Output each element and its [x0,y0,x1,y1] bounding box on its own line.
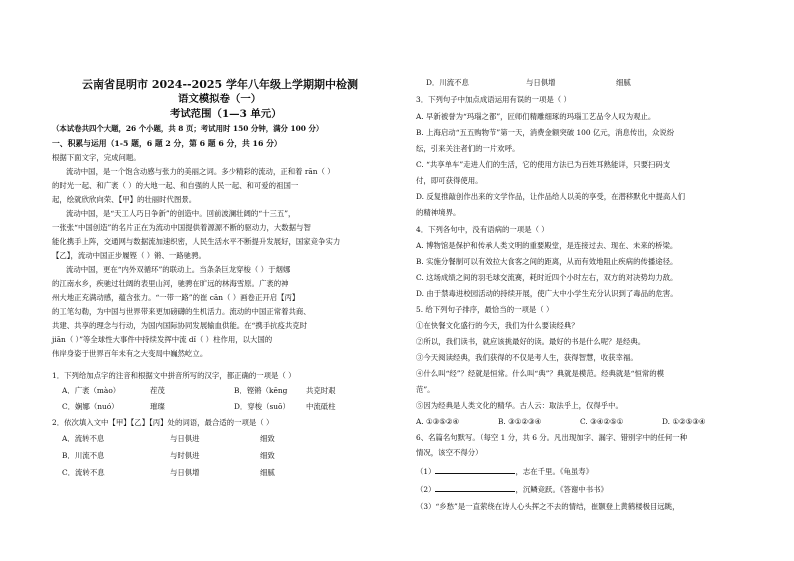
q1-option-c: C．娴娜（nuó） [62,402,119,411]
passage-line: 根据下面文字，完成问题。 [52,153,141,162]
q1-option-c-word: 璀璨 [150,402,165,411]
passage-line: 共建、共享的理念与行动，为国内国际协同发展输血供能。在“携手抗疫共克时 [52,321,308,330]
q3-option-d: D. 反复推敲创作出来的文学作品，让作品给人以美的享受，在潜移默化中提高人们 [416,192,686,201]
exam-scope: 考试范围（1—3 单元） [170,108,282,120]
q2-option-a: A．流转不息 [62,434,105,443]
q4-option-b: B. 实施分餐制可以有效拉大食客之间的距离，从而有效地阻止疾病的传播途径。 [416,257,678,266]
passage-line: 流动中国，是一个饱含动感与张力的美丽之词。多少精彩的流动，正和着 rān（ ） [66,167,335,176]
q4-option-d: D. 由于禁毒进校园活动的持续开展，使广大中小学生充分认识到了毒品的危害。 [416,289,678,298]
q5-sentence: ①在快餐文化盛行的今天，我们为什么要读经典？ [416,321,579,330]
q4-option-c: C. 这场成绩之间的羽毛球交流赛，耗时近四个小时左右，双方的对决势均力敌。 [416,273,678,282]
passage-line: 【乙】，流动中国正步履铿（ ）锵、一路驰骋。 [52,251,206,260]
answer-blank[interactable] [435,484,515,492]
q6-item-3: （3）“乡愁”是一直萦绕在诗人心头挥之不去的情结，崔颢登上黄鹤楼极目远眺， [416,502,680,511]
q2-option-b-2: 与时俱进 [170,451,200,460]
question-6-stem-cont: 情况，该空不得分） [416,448,483,457]
q2-option-d-3: 细腻 [616,78,631,87]
question-6-stem: 6、名篇名句默写。（每空 1 分，共 6 分。凡出现加字、漏字、错别字中的任何一种 [416,433,688,442]
passage-line: 能化携手上阵，交通网与数据流加速织密，人民生活水平不断提升发展好，国家竞争实力 [52,237,341,246]
question-2-stem: 2．依次填入文中【甲】【乙】【丙】处的词语，最合适的一项是（ ） [52,418,274,427]
q2-option-c-2: 与日俱增 [170,468,200,477]
section-heading: 一、积累与运用（1-5 题，6 题 2 分，第 6 题 6 分，共 16 分） [52,139,282,148]
q3-option-d-cont: 的精神境界。 [416,208,461,217]
passage-line: 流动中国，更在“内外双循环”的联动上。当条条巨龙穿梭（ ）于烟娜 [66,265,291,274]
q2-option-a-2: 与日俱进 [170,434,200,443]
question-3-stem: 3．下列句子中加点成语运用有误的一项是（ ） [416,95,571,104]
q1-option-a: A．广袤（mào） [62,386,121,395]
q5-option-b: B. ③①②③④ [498,417,542,426]
q5-option-c: C. ③④②⑤① [580,417,624,426]
question-5-stem: 5. 给下列句子排序，最恰当的一项是（ ） [416,305,554,314]
q6-item-1-tail: ，志在千里。《龟虽寿》 [515,467,594,476]
exam-subtitle: 语文模拟卷（一） [178,93,262,105]
q5-option-d: D. ①②⑤③④ [662,417,706,426]
passage-line: 的时光一起、和广袤（ ）的大地一起、和自强的人民一起、和可爱的祖国一 [52,181,299,190]
q6-item-1 [416,466,593,476]
q5-sentence-cont: 范”。 [416,385,435,394]
q1-option-a-word: 茬茂 [150,386,165,395]
q2-option-c-3: 细腻 [260,468,275,477]
q5-sentence: ②所以，我们读书，就应该挑最好的读。最好的书是什么呢？是经典。 [416,337,646,346]
q2-option-b: B．川流不息 [62,451,105,460]
passage-line: 起，绘就欣欣向荣、【甲】的壮丽时代图景。 [52,195,197,204]
passage-line: 州大地正充满动感，蕴含张力。“一带一路”的崔 cān（ ）画卷正开启【丙】 [52,293,300,302]
q1-option-b-word: 共克时艰 [306,386,336,395]
q1-option-d-word: 中流砥柱 [306,402,336,411]
q6-item-2-tail: ，沉鳞竞跃。《答谢中书书》 [515,485,608,494]
q3-option-b: B. 上海启动“五五购物节”第一天，消费金额突破 100 亿元，消息传出，众说纷 [416,128,675,137]
answer-blank[interactable] [435,466,515,474]
q1-option-b: B．铿锵（kēng [234,386,288,395]
q6-item-2-num: （2） [416,485,436,494]
question-1-stem: 1．下列给加点字的注音和根据文中拼音所写的汉字，都正确的一项是（ ） [52,371,296,380]
passage-line: 一张张“中国创造”的名片正在为流动中国提供着源源不断的驱动力，大数据与智 [52,223,311,232]
q3-option-b-cont: 纭，引来关注者们的一片欢呼。 [416,144,520,153]
passage-line: 的工笔勾勒，为中国与世界带来更加磅礴的生机活力。流动的中国正常着共商、 [52,307,311,316]
q5-sentence: ⑤因为经典是人类文化的精华。古人云：取法乎上，仅得乎中。 [416,401,623,410]
passage-line: jiān（ ）”等全球性大事件中持续发挥中流 dǐ（ ）柱作用，以大国的 [52,335,273,344]
passage-line: 的江南水乡，疾驰过壮阔的表里山河，驰骋在旷远的林海雪原。广袤的神 [52,279,289,288]
q2-option-c: C．流转不息 [62,468,105,477]
passage-line: 流动中国，是“天工人巧日争新”的创造中。回前波澜壮阔的“十三五”， [66,209,296,218]
q3-option-a: A. 早新被誉为“玛瑙之都”，匠师们精雕细琢的玛瑙工艺品令人叹为观止。 [416,112,656,121]
q2-option-b-3: 细致 [260,451,275,460]
q5-option-a: A. ①③⑤②④ [416,417,460,426]
exam-title: 云南省昆明市 2024--2025 学年八年级上学期期中检测 [82,78,359,91]
q6-item-1-num: （1） [416,467,436,476]
q4-option-a: A. 博物馆是保护和传承人类文明的重要殿堂，是连接过去、现在、未来的桥梁。 [416,241,678,250]
q2-option-d: D．川流不息 [426,78,469,87]
exam-note: （本试卷共四个大题，26 个小题，共 8 页；考试用时 150 分钟，满分 100 分） [52,124,324,133]
q3-option-c-cont: 付，即可获得使用。 [416,176,483,185]
q5-sentence: ③今天阅读经典，我们获得的不仅是考人生，获得智慧，收获幸福。 [416,353,638,362]
q1-option-d: D．穿梭（suō） [234,402,290,411]
q6-item-2 [416,484,608,494]
question-4-stem: 4．下列各句中，没有语病的一项是（ ） [416,225,549,234]
q3-option-c: C. “共享单车”走进人们的生活，它的使用方法已为百姓耳熟能详，只要扫码支 [416,160,671,169]
q2-option-a-3: 细致 [260,434,275,443]
passage-line: 伟岸身姿于世界百年未有之大变局中巍然屹立。 [52,349,208,358]
q2-option-d-2: 与日俱增 [526,78,556,87]
q5-sentence: ④什么叫“经”？经就是恒常。什么叫“典”？典就是模范。经典就是“恒常的模 [416,369,665,378]
